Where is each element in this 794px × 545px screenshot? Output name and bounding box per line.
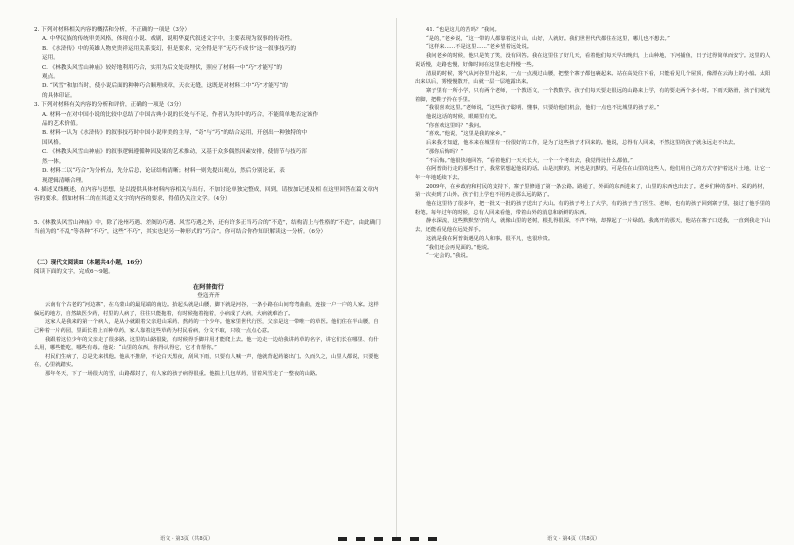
story-paragraph: 41. “也是这儿的苦吗？”我问。 [426, 27, 500, 33]
q3-option: C. 《林教头风雪山神庙》的叙事逻辑遵循种因及果的艺术推动，又基于众多偶然因素安排，使情节与技巧浑 [42, 149, 307, 156]
page-footer-right: 语文 · 第4页（共8页） [547, 536, 601, 542]
q3-stem: 3. 下列对材料有关内容的分析和评价，正确的一项是（3分） [34, 102, 185, 109]
story-paragraph: “你喜欢这里吗？”我问。 [426, 122, 485, 129]
q2-option: B. 《水浒传》中的英雄人物史贵祥运用关系变幻，但是要求，完全得是平“无巧不成书”这一叙事技巧的 [42, 45, 296, 52]
q3-option: 国风格。 [42, 139, 65, 146]
story-paragraph: “这样来……不是这里……”老乡望着远处说。 [426, 44, 533, 51]
page-footer-left: 语文 · 第3页（共8页） [160, 536, 214, 542]
registration-marks [338, 537, 437, 541]
story-paragraph: 他说这话的时候，眼睛里有光。 [426, 114, 501, 121]
story-paragraph: “不后悔。”他很快地回答，“看着他们一天天长大，一个一个考出去，我觉得比什么都值。” [426, 157, 633, 164]
registration-mark [356, 537, 365, 541]
q2-option: 运用。 [42, 55, 59, 62]
story-paragraph: “喜欢。”他说，“这里是我的家乡。” [426, 131, 506, 138]
story-paragraph: 在阿普街行走的那些日子，我常常想起他说的话。山是沉默的，河也是沉默的，可是住在山里的这些人，他们用自己的方式守护着这片土地，让它一年一年地延续下去。 [415, 166, 771, 181]
q3-option: 现逻辑清晰合理。 [42, 177, 87, 184]
registration-mark [392, 537, 401, 541]
story-paragraph: 我问老乡的时候，他只是笑了笑，没有回答。我在这里住了好几天，看着他们每天早出晚归，上山种地，下河捕鱼，日子过得简单而安宁。这里的人说话慢，走路也慢，好像时间在这里也走得慢一些。 [415, 53, 771, 68]
story-paragraph: 我跟着这位少年的父亲走了很多路。这里的山路很陡，有时候得手脚并用才能爬上去。他一边走一边给我讲药草的名字，讲它们长在哪里、有什么用，哪些能吃，哪些有毒。他说：“山里的东西，你得认得它，它才肯帮你。” [34, 336, 379, 352]
story-paragraph: 那年冬天，下了一场很大的雪，山路都封了，有人家的孩子病得很重。他揣上几包草药，冒着风雪走了一整夜的山路。 [45, 370, 321, 377]
story-paragraph: 2009年，在乡政府和村民的支持下，寨子里修通了第一条公路。路通了，外面的东西进来了，山里的东西也出去了。老乡们种的茶叶、采的药材，第一次卖到了山外。孩子们上学也不用再走那么远的路了。 [415, 183, 768, 199]
registration-mark [374, 537, 383, 541]
registration-mark [338, 537, 347, 541]
story-paragraph: “那你后悔吗？” [426, 148, 464, 155]
registration-mark [428, 537, 437, 541]
story-title: 在阿普街行 [193, 284, 224, 292]
q3-option: D. 材料二以“巧合”为分析点，先分后总，论证结构清晰；材料一则先提出观点，然后分别论证，表 [42, 168, 285, 175]
story-paragraph: 静水深流，这些默默坚守的人，就像山里的老树，根扎得很深，不声不响，却撑起了一片绿荫。我离开的那天，他站在寨子口送我，一直到我走下山去，还能看见他在远处挥手。 [415, 218, 771, 234]
q4-text: 4. 描述叉线概述，在内容与思想，是以提供具体材料内容相关与出行，不加讨论单独完整成，回到，请按加记述及相 在这里回答在篇文章内容的要求。假如材料二的在其道义文字的内容的要求，得值仍关注文学。（4分） [34, 186, 379, 203]
q5-text: 5.《林教头风雪山神庙》中，除了沧州巧遇、差阁访巧遇、风雪巧遇之外，还有许多正当巧合的“不造”，结构清上与性格的“不造”，由此确门当前为的“不乱”等各种“不巧”，这些“不巧”，其实也是另一种形式的“巧合”。你可结合你作知识解读这一分析。（6分） [34, 219, 381, 236]
story-paragraph: “一定会的。”我说。 [426, 253, 472, 260]
q3-option: B. 材料一认为《水浒传》的叙事技巧时中国小说审美的主导，“奇”与“巧”的结合运用，开创出一种独特的中 [42, 130, 308, 137]
q3-option: 品的艺术价值。 [42, 121, 82, 128]
q2-option: A. 中华民族的传统审美风格，体现在小说、戏剧，说明华夏代叙述文字中，主要表现为叙事的传奇性。 [42, 36, 296, 43]
right-page [397, 0, 794, 545]
q2-option: D. “风雪”和加当时，使小说后面的种种巧合顺理成章，天衣无缝，这既是对材料二中“巧”才能写“的 [42, 83, 288, 90]
story-paragraph: 这就是我在阿普街遇见的人和事。很平凡，也很珍贵。 [426, 235, 554, 242]
story-author: 登寇齐齐 [197, 293, 220, 300]
registration-mark [410, 537, 419, 541]
story-paragraph: “我很喜欢这里。”老师说，“这些孩子聪明、懂事，只要给他们机会，他们一点也不比城里的孩子差。” [426, 105, 660, 112]
story-paragraph: 云南有个古老的“河边寨”，在乌蒙山的最尾端的南边。抬起头就是山腰，脚下就是河谷，一条小路在山间弯弯曲曲，连接一户一户的人家。这样偏远的地方，自然缺医少药，村里的人病了，往往只能拖着，有时候拖着拖着，小病成了大病，大病就难治了。 [34, 302, 379, 317]
story-paragraph: 他在这里待了很多年，把一批又一批的孩子送出了大山。有的孩子考上了大学，有的孩子当了医生、老师，也有的孩子回到寨子里，接过了他手里的粉笔。每年过年的时候，总有人回来看他，带着山外的消息和新鲜的东西。 [415, 201, 771, 216]
q2-option: C. 《林教头风雪山神庙》较好地利用巧合，实用为后文处设埋伏，照应了材料一中“巧”才能写“的 [42, 64, 282, 71]
story-paragraph: 寨子里有一所小学，只有两个老师，一个教语文，一个教数学。孩子们每天要走很远的山路来上学，有的要走两个多小时。下雨天路滑，孩子们就光着脚，把鞋子拎在手里。 [415, 87, 771, 103]
q2-option: 观点。 [42, 74, 59, 81]
section-heading: （二）现代文阅读Ⅱ（本题共4小题，16分） [34, 259, 146, 266]
story-paragraph: 这家人是我来的第一个病人，是从小就跟着父亲进山采药、熬药的一个少年。他家里世代行医，父亲是这一带唯一的草医。他们住在半山腰，自己种着一片药园，里面长着上百种草药，家人靠着这些草药为村民看病，分文不取，只收一点点心意。 [34, 319, 379, 334]
story-paragraph: “我们还会再见面的。”他说。 [426, 244, 493, 251]
story-paragraph: 清晨的时候，雾气从河谷里升起来，一点一点漫过山腰，把整个寨子都包裹起来。站在高处往下看，只能看见几个屋顶，像漂在云海上的小船。太阳出来以后，雾慢慢散开，山就一层一层地露出来。 [415, 70, 771, 86]
q2-option: 的具体印证。 [42, 92, 76, 99]
story-paragraph: 村民们生病了，总是先来找他。他从不推辞，不论白天黑夜，刮风下雨，只要有人喊一声，他就背起药篓出门。久而久之，山里人都说，只要他在，心里就踏实。 [34, 353, 379, 369]
story-paragraph: 后来我才知道，他本来在城里有一份很好的工作，是为了这些孩子才回来的。他说，总得有人回来，不然这里的孩子就永远走不出去。 [426, 140, 739, 147]
q2-stem: 2. 下列对材料相关内容的概括和分析，不正确的一项是（3分） [34, 27, 191, 33]
q3-option: 然一体。 [42, 158, 65, 165]
story-paragraph: “是的，”老乡说，“这一带的人都靠着这片山，山好，人就好。我们世世代代都住在这里，哪儿也不想去。” [426, 35, 670, 42]
section-instruction: 阅读下面的文字，完成6～9题。 [34, 268, 114, 275]
q3-option: A. 材料一在对中国小说的比较中总结了中国古典小说的长处与不足，作者认为其中的巧合，不能简单地否定该作 [42, 111, 319, 118]
